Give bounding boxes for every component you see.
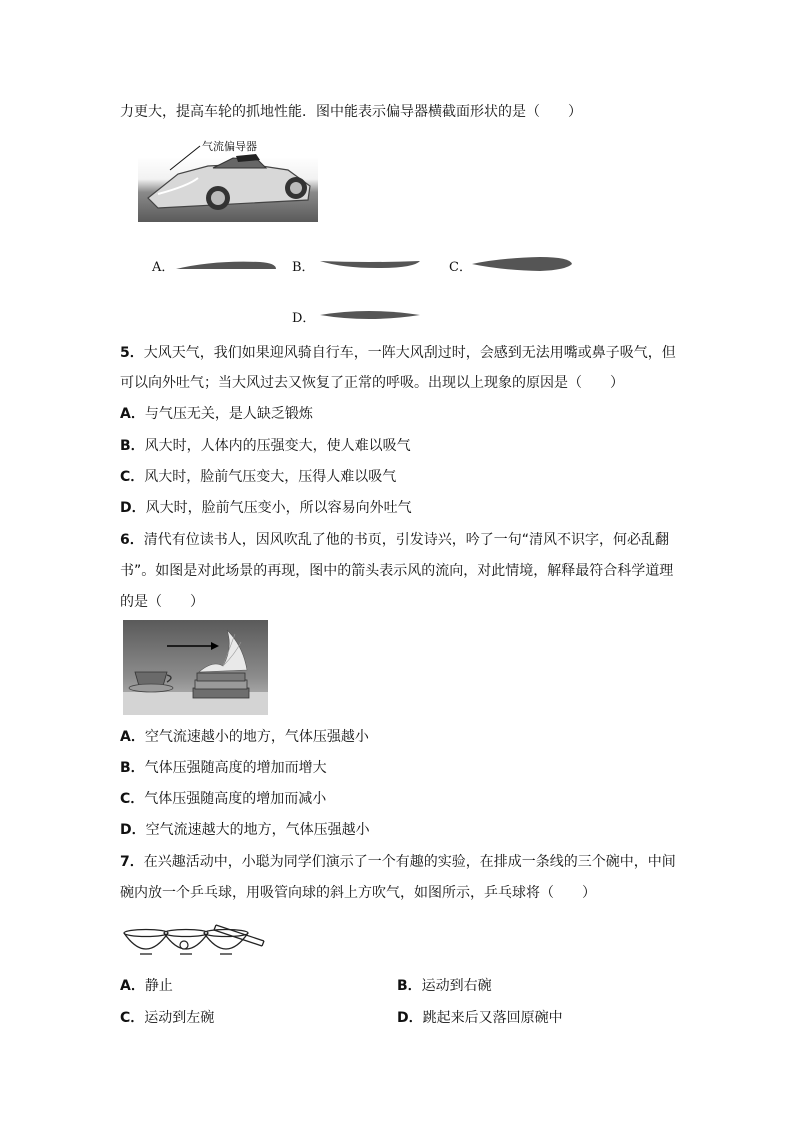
deflector-label: 气流偏导器 bbox=[202, 140, 257, 153]
bowls-straw-diagram bbox=[120, 917, 270, 962]
q4-shape-a bbox=[174, 258, 278, 272]
q5-number: 5． bbox=[120, 345, 144, 361]
q6-text-line-3: 的是（ ） bbox=[120, 594, 204, 610]
book-wind-photo bbox=[123, 620, 268, 715]
q6-text-line-2: 书”。如图是对此场景的再现，图中的箭头表示风的流向，对此情境，解释最符合科学道理 bbox=[120, 563, 674, 579]
q6-option-d: D．空气流速越大的地方，气体压强越小 bbox=[120, 822, 370, 838]
q4-shape-c bbox=[470, 256, 574, 272]
q5-option-a: A．与气压无关，是人缺乏锻炼 bbox=[120, 406, 313, 422]
q5-option-d: D．风大时，脸前气压变小，所以容易向外吐气 bbox=[120, 500, 412, 516]
q7-option-b: B．运动到右碗 bbox=[397, 978, 492, 994]
q7-option-d: D．跳起来后又落回原碗中 bbox=[397, 1010, 563, 1026]
q4-choice-b-label: B． bbox=[292, 260, 315, 275]
q5-text-line-2: 可以向外吐气；当大风过去又恢复了正常的呼吸。出现以上现象的原因是（ ） bbox=[120, 375, 624, 391]
q5-option-b: B．风大时，人体内的压强变大，使人难以吸气 bbox=[120, 438, 411, 454]
q6-option-c: C．气体压强随高度的增加而减小 bbox=[120, 791, 327, 807]
q6-text-1: 清代有位读书人，因风吹乱了他的书页，引发诗兴，吟了一句“清风不识字，何必乱翻 bbox=[143, 532, 670, 548]
q7-option-a: A．静止 bbox=[120, 978, 173, 994]
q6-text-line-1 bbox=[120, 530, 669, 550]
q4-choice-d-label: D． bbox=[292, 311, 316, 326]
car-deflector-photo bbox=[138, 136, 318, 222]
q6-option-a: A．空气流速越小的地方，气体压强越小 bbox=[120, 729, 369, 745]
q4-choice-c-label: C． bbox=[449, 260, 472, 275]
q5-text-1: 大风天气，我们如果迎风骑自行车，一阵大风刮过时，会感到无法用嘴或鼻子吸气，但 bbox=[143, 345, 676, 361]
q6-option-b: B．气体压强随高度的增加而增大 bbox=[120, 760, 327, 776]
q4-choice-a-label: A． bbox=[152, 260, 175, 275]
q4-text-continuation: 力更大，提高车轮的抓地性能．图中能表示偏导器横截面形状的是（ ） bbox=[120, 104, 582, 120]
q4-shape-d bbox=[318, 307, 422, 323]
q7-text-line-1 bbox=[120, 852, 676, 872]
q5-text-line-1 bbox=[120, 343, 676, 363]
q7-text-1: 在兴趣活动中，小聪为同学们演示了一个有趣的实验，在排成一条线的三个碗中，中间 bbox=[143, 854, 676, 870]
q6-number: 6． bbox=[120, 532, 144, 548]
q7-number: 7． bbox=[120, 854, 144, 870]
q7-option-c: C．运动到左碗 bbox=[120, 1010, 215, 1026]
q4-shape-b bbox=[318, 258, 422, 272]
q7-text-line-2: 碗内放一个乒乓球，用吸管向球的斜上方吹气，如图所示，乒乓球将（ ） bbox=[120, 885, 596, 901]
q5-option-c: C．风大时，脸前气压变大，压得人难以吸气 bbox=[120, 469, 397, 485]
